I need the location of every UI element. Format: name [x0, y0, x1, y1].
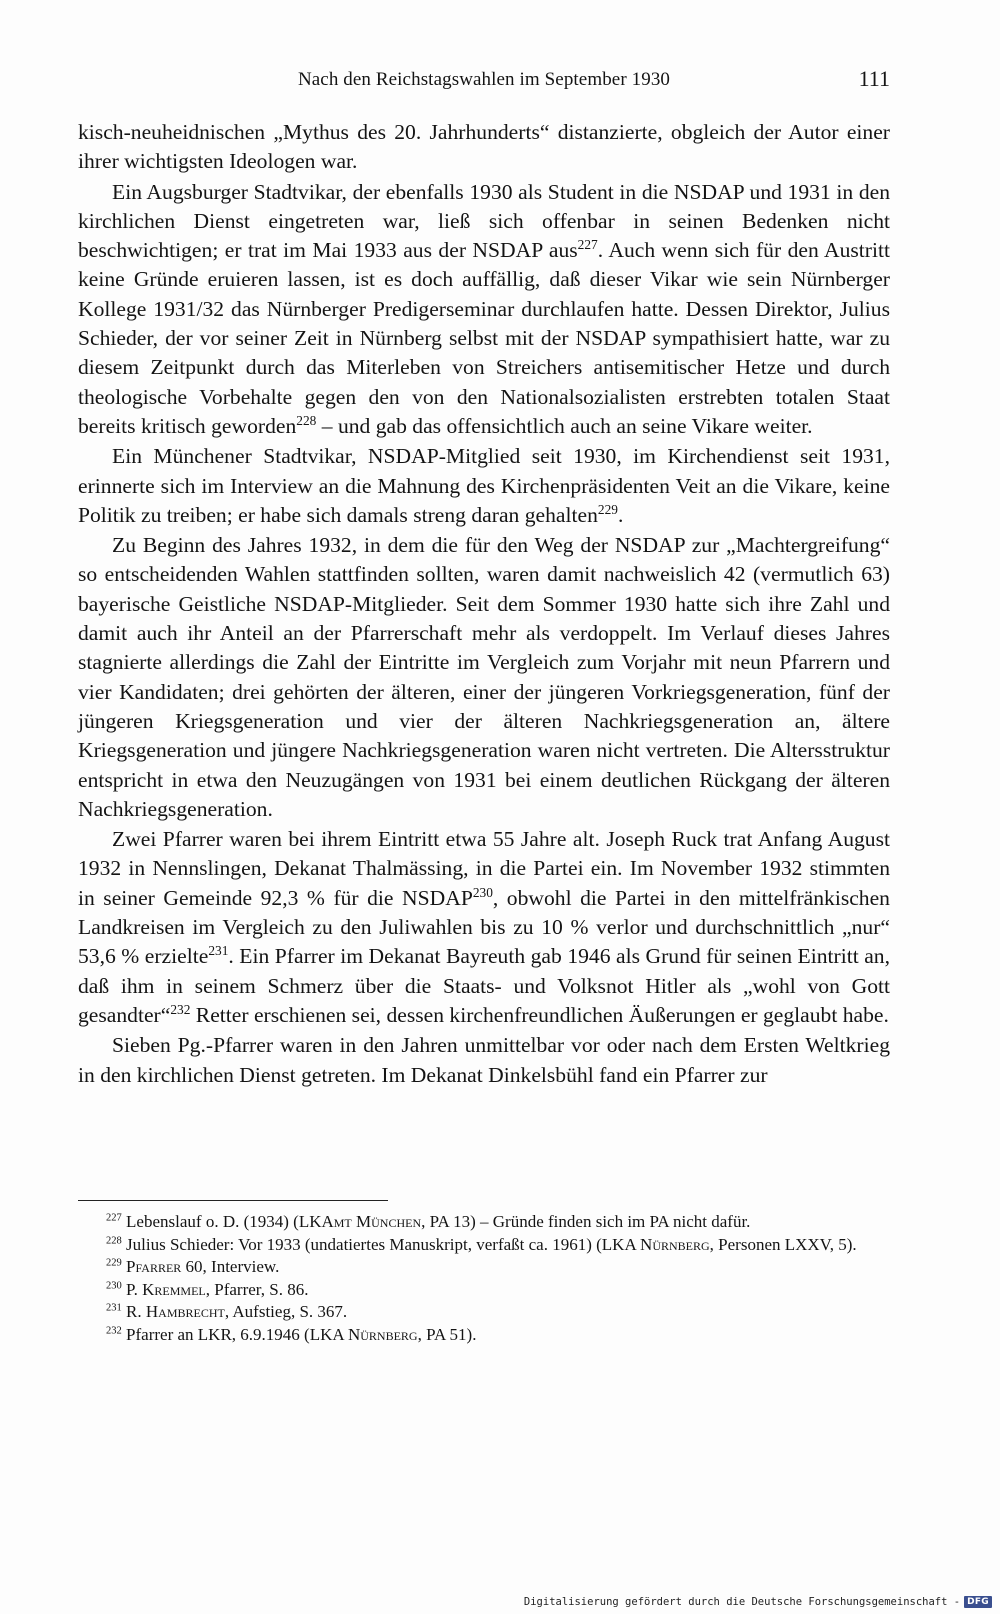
footnote-number: 229: [106, 1257, 122, 1269]
footnote-reference: 227: [577, 237, 598, 252]
footnote: [78, 1211, 890, 1234]
digitization-credit: [524, 1596, 992, 1608]
text-run: 60, Interview.: [181, 1257, 280, 1277]
small-caps-text: Kremmel: [142, 1279, 206, 1299]
text-run: Sieben Pg.-Pfarrer waren in den Jahren unmittelbar vor oder nach dem Ersten Weltkrieg in den kirchlichen Dienst getreten. Im Dekanat Dinkelsbühl fand ein Pfarrer zur: [78, 1033, 890, 1087]
small-caps-text: Hambrecht: [145, 1302, 225, 1322]
text-run: Lebenslauf o. D. (1934) (LKA: [126, 1212, 334, 1231]
text-run: . Ein Pfarrer im Dekanat Bayreuth gab 1946 als Grund für seinen Eintritt an, daß ihm in seinem Schmerz über die Staats- und Volksnot Hitler als „wohl von Gott gesandter“: [78, 944, 890, 1027]
dfg-logo-icon: DFG: [964, 1596, 992, 1608]
small-caps-text: Pfarrer: [126, 1257, 182, 1277]
footnote-reference: 229: [597, 501, 618, 517]
small-caps-text: mt München: [333, 1212, 422, 1231]
footnote-divider: [78, 1200, 388, 1201]
page-number: 111: [858, 66, 890, 91]
footnote-reference: 231: [208, 943, 229, 959]
footnote-number: 230: [106, 1280, 122, 1292]
small-caps-text: Nürnberg: [347, 1324, 418, 1344]
paragraph: [78, 825, 890, 1030]
footnote-number: 228: [106, 1234, 122, 1246]
text-run: , obwohl die Partei in den mittelfränkischen Landkreisen im Vergleich zu den Juliwahlen bis zu 10 % verlor und durchschnittlich „nur“ 53,6 % erzielte: [78, 885, 890, 969]
paragraph: [78, 531, 890, 824]
paragraph: [78, 1031, 890, 1090]
text-run: Julius Schieder: Vor 1933 (undatiertes Manuskript, verfaßt ca. 1961) (LKA: [126, 1234, 641, 1254]
text-run: Zu Beginn des Jahres 1932, in dem die für den Weg der NSDAP zur „Machtergreifung“ so entscheidenden Wahlen stattfinden sollten, waren damit nachweislich 42 (vermutlich 63) bayerische Geistliche NSDAP-Mitglieder. Seit dem Sommer 1930 hatte sich ihre Zahl und damit auch ihr Anteil an der Pfarrerschaft mehr als verdoppelt. Im Verlauf dieses Jahres stagnierte allerdings die Zahl der Eintritte im Vergleich zum Vorjahr mit neun Pfarrern und vier Kandidaten; drei gehörten der älteren, einer der jüngeren Vorkriegsgeneration, fünf der jüngeren Kriegsgeneration und vier der älteren Nachkriegsgeneration an, ältere Kriegsgeneration und jüngere Nachkriegsgeneration waren nicht vertreten. Die Altersstruktur entspricht in etwa den Neuzugängen von 1931 bei einem deutlichen Rückgang der älteren Nachkriegsgeneration.: [78, 533, 890, 821]
footnote: [78, 1279, 890, 1302]
text-run: P.: [126, 1279, 143, 1299]
footnote-number: 231: [106, 1302, 122, 1314]
text-run: Ein Augsburger Stadtvikar, der ebenfalls 1930 als Student in die NSDAP und 1931 in den kirchlichen Dienst eingetreten war, ließ sich offenbar in seinen Bedenken nicht beschwichtigen; er trat im Mai 1933 aus der NSDAP aus: [78, 179, 890, 263]
text-run: , Pfarrer, S. 86.: [205, 1279, 309, 1299]
running-title: Nach den Reichstagswahlen im September 1930: [297, 69, 671, 90]
footnote-reference: 232: [170, 1001, 191, 1017]
text-run: .: [617, 502, 624, 527]
footnote-number: 227: [106, 1212, 122, 1224]
text-run: , Aufstieg, S. 367.: [224, 1302, 348, 1322]
text-run: . Auch wenn sich für den Austritt keine Gründe eruieren lassen, ist es doch auffällig, daß dieser Vikar wie sein Nürnberger Kollege 1931/32 das Nürnberger Predigerseminar durchlaufen hatte. Dessen Direktor, Julius Schieder, der vor seiner Zeit in Nürnberg selbst mit der NSDAP sympathisiert hatte, war zu diesem Zeitpunkt durch das Miterleben von Streichers antisemitischer Hetze und durch theologische Vorbehalte gegen den von den Nationalsozialisten erstrebten totalen Staat bereits kritisch geworden: [78, 238, 890, 438]
text-run: Ein Münchener Stadtvikar, NSDAP-Mitglied seit 1930, im Kirchendienst seit 1931, erinnerte sich im Interview an die Mahnung des Kirchenpräsidenten Veit an die Vikare, keine Politik zu treiben; er habe sich damals streng daran gehalten: [78, 444, 890, 527]
paragraph: [78, 442, 890, 530]
footnote: [78, 1234, 890, 1257]
text-run: kisch-neuheidnischen „Mythus des 20. Jahrhunderts“ distanzierte, obgleich der Autor einer ihrer wichtigsten Ideologen war.: [78, 120, 890, 174]
page-header: [78, 66, 890, 96]
text-run: Zwei Pfarrer waren bei ihrem Eintritt etwa 55 Jahre alt. Joseph Ruck trat Anfang August 1932 in Nennslingen, Dekanat Thalmässing, in die Partei ein. Im November 1932 stimmten in seiner Gemeinde 92,3 % für die NSDAP: [78, 827, 890, 910]
text-run: R.: [126, 1302, 146, 1322]
small-caps-text: Nürnberg: [640, 1234, 710, 1254]
text-run: – und gab das offensichtlich auch an seine Vikare weiter.: [316, 413, 813, 438]
footnote-number: 232: [106, 1325, 122, 1337]
paragraph: [78, 118, 890, 177]
footnote-reference: 230: [472, 884, 493, 900]
body-text: [78, 118, 890, 1090]
footnotes: [78, 1211, 890, 1347]
text-run: , PA 51).: [417, 1324, 477, 1344]
footnote: [78, 1256, 890, 1279]
text-run: Retter erschienen sei, dessen kirchenfreundlichen Äußerungen er geglaubt habe.: [190, 1002, 889, 1027]
footnote-reference: 228: [296, 412, 317, 428]
paragraph: [78, 178, 890, 442]
text-run: Pfarrer an LKR, 6.9.1946 (LKA: [126, 1324, 348, 1344]
text-run: , PA 13) – Gründe finden sich im PA nicht dafür.: [421, 1212, 751, 1231]
text-run: , Personen LXXV, 5).: [709, 1234, 857, 1254]
footnote: [78, 1324, 890, 1347]
footnote: [78, 1301, 890, 1324]
credit-text: Digitalisierung gefördert durch die Deutsche Forschungsgemeinschaft -: [523, 1596, 961, 1608]
